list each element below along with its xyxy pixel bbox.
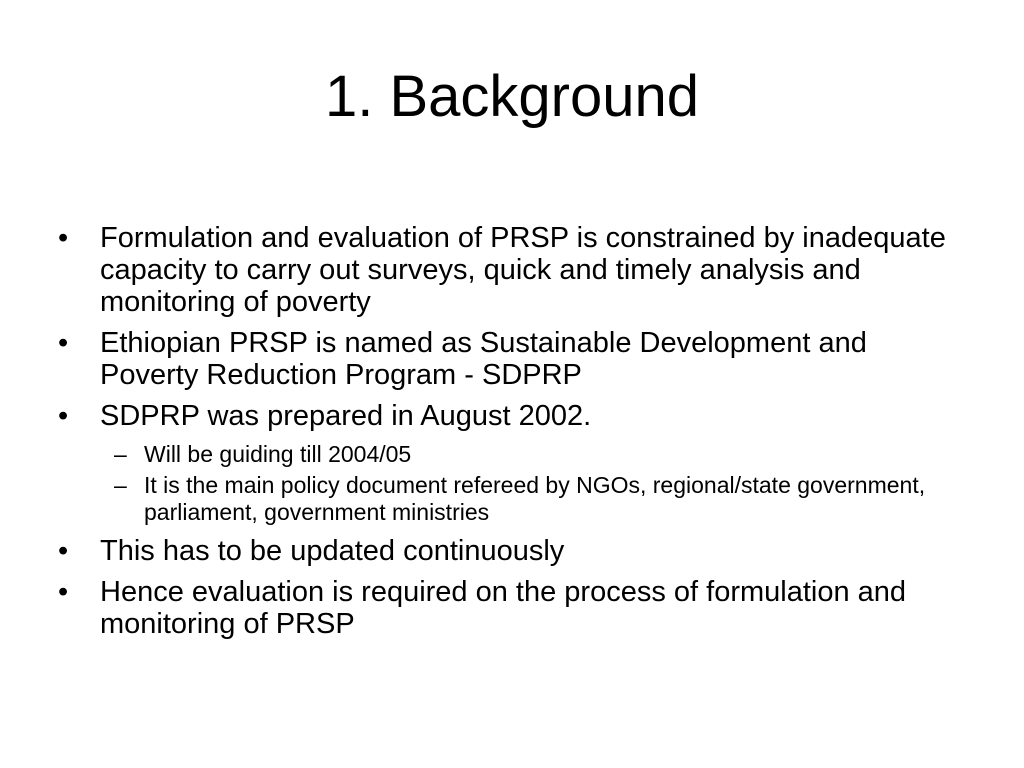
bullet-marker: • [58,222,69,254]
bullet-item [58,400,958,432]
bullet-item [58,535,958,567]
bullet-item [58,222,958,318]
bullet-text: This has to be updated continuously [100,535,565,567]
sub-bullet-marker: – [114,441,127,467]
sub-bullet-item [58,441,958,468]
bullet-marker: • [58,576,69,608]
slide-title: 1. Background [324,64,700,129]
bullet-text: Formulation and evaluation of PRSP is constrained by inadequate capacity to carry out surveys, quick and timely analysis and monitoring of poverty [100,222,946,318]
sub-bullet-text: It is the main policy document refereed by NGOs, regional/state government, parliament, government ministries [144,472,926,525]
bullet-item [58,576,958,640]
bullet-marker: • [58,327,69,359]
bullet-text: Hence evaluation is required on the process of formulation and monitoring of PRSP [100,576,907,640]
bullet-marker: • [58,535,69,567]
sub-bullet-text: Will be guiding till 2004/05 [144,441,412,467]
bullet-text: Ethiopian PRSP is named as Sustainable Development and Poverty Reduction Program - SDPRP [100,327,867,391]
bullet-list [58,222,958,649]
sub-bullet-item [58,472,958,526]
bullet-item [58,327,958,391]
bullet-text: SDPRP was prepared in August 2002. [100,400,592,432]
bullet-marker: • [58,400,69,432]
sub-bullet-marker: – [114,472,127,498]
